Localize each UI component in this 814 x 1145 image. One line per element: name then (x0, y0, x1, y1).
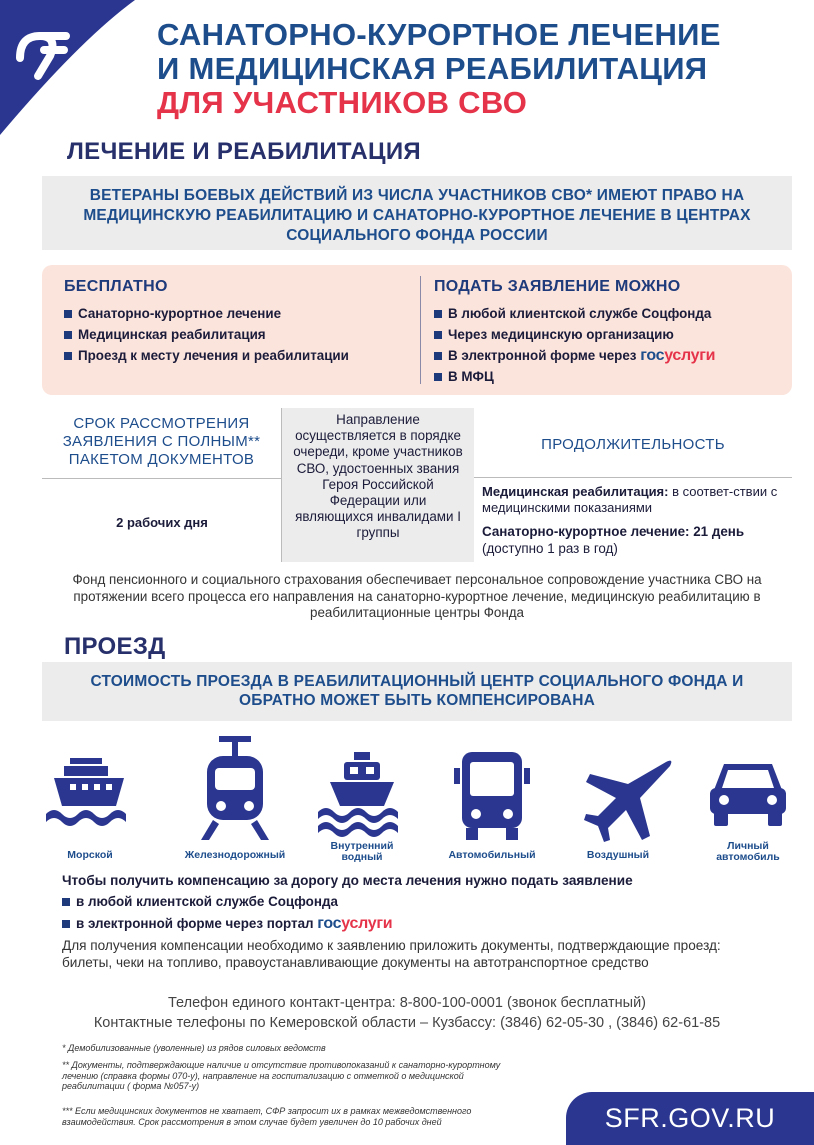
list-item: В любой клиентской службе Соцфонда (434, 303, 715, 324)
gosuslugi-logo-part2: услуги (341, 915, 393, 932)
free-heading: БЕСПЛАТНО (64, 278, 168, 295)
gosuslugi-logo[interactable] (317, 915, 392, 932)
title-line-3: ДЛЯ УЧАСТНИКОВ СВО (157, 85, 528, 120)
apply-list (434, 303, 715, 387)
river-boat-icon (312, 748, 412, 843)
bus-icon (452, 748, 532, 849)
transport-label: Железнодорожный (184, 849, 286, 861)
website-link[interactable]: SFR.GOV.RU (566, 1092, 814, 1145)
compensation-list (62, 891, 392, 935)
section-heading-treatment: ЛЕЧЕНИЕ И РЕАБИЛИТАЦИЯ (67, 138, 421, 165)
duration-heading: ПРОДОЛЖИТЕЛЬНОСТЬ (541, 436, 725, 453)
transport-label: Морской (67, 849, 113, 861)
list-item: Медицинская реабилитация (64, 324, 349, 345)
list-item-text: В электронной форме через (448, 348, 637, 363)
duration-med-value: в соответ-ствии с медицинскими показаниями (482, 484, 778, 515)
documents-paragraph: Для получения компенсации необходимо к заявлению приложить документы, подтверждающие проезд: билеты, чеки на топливо, правоустанавливающие документы на автотранспортное средство (62, 938, 721, 970)
duration-san-value: (доступно 1 раз в год) (482, 541, 618, 556)
transport-label: Внутренний водный (330, 840, 394, 863)
veterans-banner: ВЕТЕРАНЫ БОЕВЫХ ДЕЙСТВИЙ ИЗ ЧИСЛА УЧАСТНИКОВ СВО* ИМЕЮТ ПРАВО НА МЕДИЦИНСКУЮ РЕАБИЛИТАЦИЮ И САНАТОРНО-КУРОРТНОЕ ЛЕЧЕНИЕ В ЦЕНТРАХ СОЦИАЛЬНОГО ФОНДА РОССИИ (42, 176, 792, 250)
title-line-1: САНАТОРНО-КУРОРТНОЕ ЛЕЧЕНИЕ (157, 17, 721, 52)
duration-med (482, 484, 786, 516)
travel-banner: СТОИМОСТЬ ПРОЕЗДА В РЕАБИЛИТАЦИОННЫЙ ЦЕНТР СОЦИАЛЬНОГО ФОНДА И ОБРАТНО МОЖЕТ БЫТЬ КОМПЕНСИРОВАНА (42, 662, 792, 721)
contact-line-2: Контактные телефоны по Кемеровской области – Кузбассу: (3846) 62-05-30 , (3846) 62-61-85 (93, 1015, 721, 1031)
term-value: 2 рабочих дня (116, 515, 208, 530)
gosuslugi-logo-part1: гос (640, 347, 665, 364)
free-list (64, 303, 349, 366)
gosuslugi-logo[interactable] (640, 347, 715, 364)
gosuslugi-logo-part1: гос (317, 915, 342, 932)
term-heading: СРОК РАССМОТРЕНИЯ ЗАЯВЛЕНИЯ С ПОЛНЫМ** ПАКЕТОМ ДОКУМЕНТОВ (42, 408, 282, 478)
duration-san-label: Санаторно-курортное лечение: 21 день (482, 524, 745, 539)
airplane-icon (578, 754, 678, 851)
list-item: В МФЦ (434, 366, 715, 387)
footnote-1: * Демобилизованные (уволенные) из рядов силовых ведомств (62, 1043, 326, 1053)
train-icon (195, 734, 275, 847)
list-item: Проезд к месту лечения и реабилитации (64, 345, 349, 366)
transport-label: Личный автомобиль (716, 840, 780, 863)
footnote-2: ** Документы, подтверждающие наличие и отсутствие противопоказаний к санаторно-курортному лечению (справка формы 070-у), направление на госпитализацию с отметкой о медицинской реабилитации ( форма №057-у) (62, 1060, 501, 1091)
ship-icon (40, 748, 140, 843)
list-item: в любой клиентской службе Соцфонда (62, 891, 392, 913)
list-item: Через медицинскую организацию (434, 324, 715, 345)
apply-heading: ПОДАТЬ ЗАЯВЛЕНИЕ МОЖНО (434, 278, 681, 295)
support-paragraph: Фонд пенсионного и социального страхования обеспечивает персональное сопровождение участника СВО на протяжении всего процесса его направления на санаторно-курортное лечение, медицинскую реабилитацию в реабилитационные центры Фонда (72, 572, 762, 620)
list-item-text: в электронной форме через портал (76, 916, 314, 931)
section-heading-travel: ПРОЕЗД (64, 633, 166, 660)
list-item (434, 345, 715, 366)
direction-note: Направление осуществляется в порядке очереди, кроме участников СВО, удостоенных звания Героя Российской Федерации или являющихся инвалидами I группы (282, 408, 474, 562)
list-item (62, 913, 392, 935)
list-item: Санаторно-курортное лечение (64, 303, 349, 324)
car-icon (706, 756, 790, 835)
title-line-2: И МЕДИЦИНСКАЯ РЕАБИЛИТАЦИЯ (157, 51, 708, 86)
gosuslugi-logo-part2: услуги (664, 347, 716, 364)
compensation-intro: Чтобы получить компенсацию за дорогу до места лечения нужно подать заявление (62, 873, 633, 888)
transport-label: Воздушный (586, 849, 650, 861)
contact-line-1: Телефон единого контакт-центра: 8-800-100-0001 (звонок бесплатный) (167, 995, 647, 1011)
page-title (157, 18, 807, 120)
transport-label: Автомобильный (448, 849, 536, 861)
benefits-divider (420, 276, 421, 384)
duration-med-label: Медицинская реабилитация: (482, 484, 669, 499)
sfr-logo (0, 0, 135, 135)
footnote-3: *** Если медицинских документов не хватает, СФР запросит их в рамках межведомственного взаимодействия. Срок рассмотрения в этом случае будет увеличен до 10 рабочих дней (62, 1106, 472, 1127)
